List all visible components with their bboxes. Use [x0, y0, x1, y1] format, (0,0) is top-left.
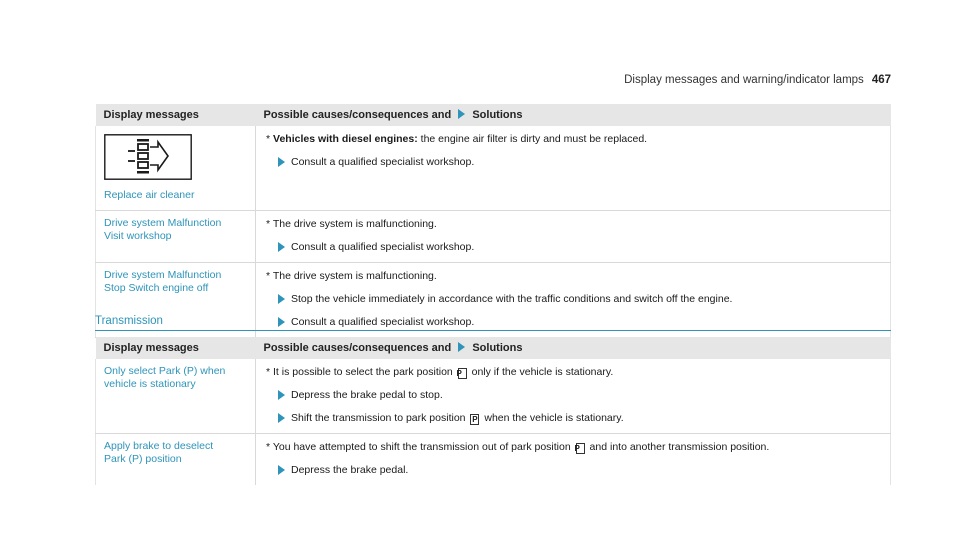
messages-table-engine — [95, 104, 891, 338]
bullet-marker: * — [266, 218, 271, 230]
message-text: Drive system Malfunction — [104, 269, 222, 281]
solution-step — [264, 411, 882, 425]
message-text: vehicle is stationary — [104, 378, 196, 390]
cause-text: The drive system is malfunctioning. — [272, 270, 437, 282]
cause-bold-text: Vehicles with diesel engines: — [273, 133, 418, 145]
table-header-row — [96, 104, 891, 126]
play-arrow-icon — [458, 342, 465, 352]
message-text: Replace air cleaner — [104, 189, 195, 201]
message-text: Visit workshop — [104, 230, 172, 242]
solution-text: Shift the transmission to park position — [291, 412, 466, 424]
header-title: Display messages and warning/indicator lamps — [624, 74, 864, 86]
causes-cell — [256, 126, 891, 211]
cause-text: the engine air filter is dirty and must be replaced. — [417, 133, 648, 145]
col-header-display: Display messages — [96, 104, 256, 126]
cause-bullet — [264, 269, 882, 283]
bullet-marker: * — [266, 366, 271, 378]
page-header — [624, 74, 891, 86]
solution-text: Stop the vehicle immediately in accordance with the traffic conditions and switch off the engine. — [291, 293, 733, 305]
message-text: Only select Park (P) when — [104, 365, 226, 377]
solution-step — [264, 463, 882, 477]
solution-step — [264, 388, 882, 402]
air-filter-icon — [104, 134, 192, 180]
play-arrow-icon — [278, 413, 285, 423]
solution-text: Consult a qualified specialist workshop. — [291, 241, 475, 253]
cause-bullet — [264, 365, 882, 379]
col-header-causes-label: Possible causes/consequences and — [263, 342, 452, 354]
display-message-cell — [96, 359, 256, 434]
causes-cell — [256, 434, 891, 486]
bullet-marker: * — [266, 133, 271, 145]
play-arrow-icon — [278, 465, 285, 475]
play-arrow-icon — [278, 242, 285, 252]
col-header-causes-label: Possible causes/consequences and — [263, 109, 452, 121]
cause-text: and into another transmission position. — [589, 441, 770, 453]
table-row — [96, 211, 891, 263]
col-header-solutions-label: Solutions — [472, 342, 523, 354]
page-number: 467 — [871, 74, 891, 86]
col-header-solutions-label: Solutions — [472, 109, 523, 121]
message-text: Stop Switch engine off — [104, 282, 209, 294]
display-message-cell — [96, 126, 256, 211]
solution-text: when the vehicle is stationary. — [484, 412, 624, 424]
cause-text: The drive system is malfunctioning. — [272, 218, 437, 230]
causes-cell — [256, 211, 891, 263]
play-arrow-icon — [278, 157, 285, 167]
solution-text: Depress the brake pedal. — [291, 464, 409, 476]
play-arrow-icon — [278, 390, 285, 400]
cause-bullet — [264, 132, 882, 146]
messages-table-transmission — [95, 337, 891, 485]
solution-text: Depress the brake pedal to stop. — [291, 389, 443, 401]
cause-bullet — [264, 440, 882, 454]
play-arrow-icon — [458, 109, 465, 119]
park-position-symbol: P — [472, 415, 478, 424]
section-title-transmission: Transmission — [95, 315, 891, 331]
table-row — [96, 359, 891, 434]
message-text: Drive system Malfunction — [104, 217, 222, 229]
play-arrow-icon — [278, 294, 285, 304]
col-header-causes — [256, 104, 891, 126]
cause-bullet — [264, 217, 882, 231]
bullet-marker: * — [266, 270, 271, 282]
cause-text: You have attempted to shift the transmission out of park position — [272, 441, 571, 453]
solution-text: Consult a qualified specialist workshop. — [291, 316, 475, 328]
table-row — [96, 126, 891, 211]
cause-text: It is possible to select the park position — [273, 366, 453, 378]
solution-step — [264, 155, 882, 169]
table-row — [96, 434, 891, 486]
park-position-symbol: P — [458, 368, 467, 379]
table-header-row — [96, 337, 891, 359]
display-message-cell — [96, 434, 256, 486]
cause-text: only if the vehicle is stationary. — [471, 366, 614, 378]
park-position-symbol: P — [576, 443, 585, 454]
causes-cell — [256, 359, 891, 434]
solution-step — [264, 240, 882, 254]
solution-step — [264, 292, 882, 306]
solution-text: Consult a qualified specialist workshop. — [291, 156, 475, 168]
message-text: Park (P) position — [104, 453, 182, 465]
col-header-display: Display messages — [96, 337, 256, 359]
display-message-cell — [96, 211, 256, 263]
bullet-marker: * — [266, 441, 271, 453]
message-text: Apply brake to deselect — [104, 440, 214, 452]
col-header-causes — [256, 337, 891, 359]
